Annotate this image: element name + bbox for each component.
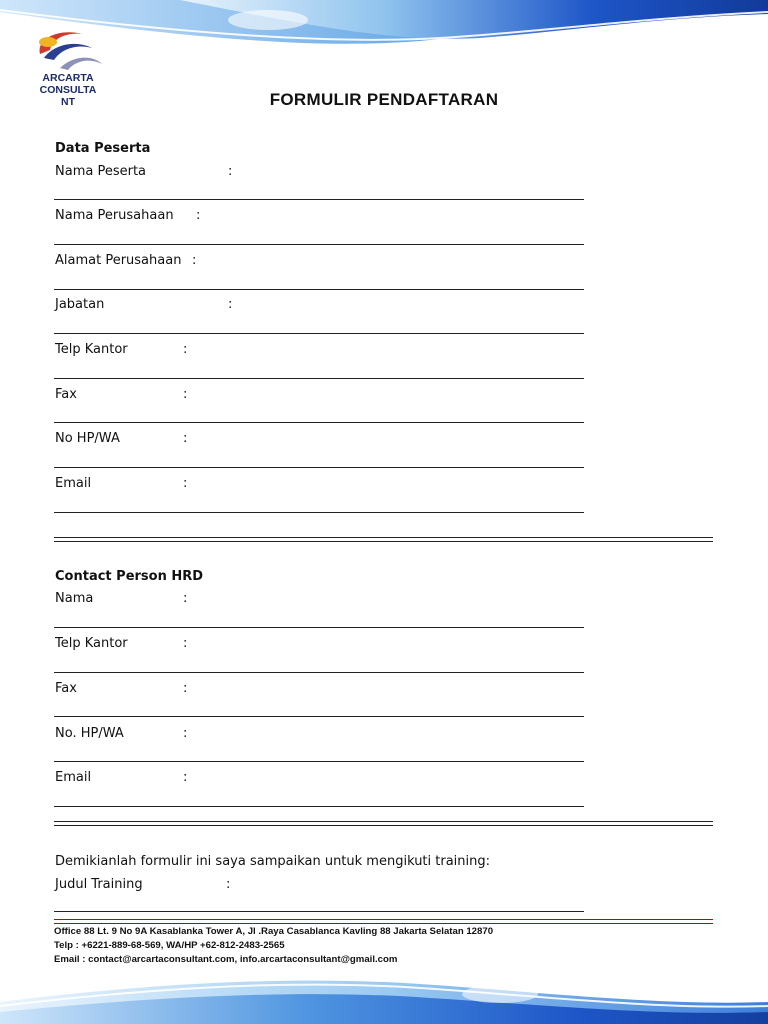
field-label-no-hp-wa: No HP/WA bbox=[55, 431, 120, 446]
field-colon: : bbox=[183, 342, 188, 357]
hrd-line-fax[interactable] bbox=[54, 716, 584, 717]
field-label-jabatan: Jabatan bbox=[55, 297, 105, 312]
field-label-fax: Fax bbox=[55, 387, 77, 402]
field-colon: : bbox=[226, 877, 231, 892]
field-colon: : bbox=[196, 208, 201, 223]
field-colon: : bbox=[228, 297, 233, 312]
field-line-email[interactable] bbox=[54, 512, 584, 513]
section-heading-contact-hrd: Contact Person HRD bbox=[55, 569, 204, 584]
section-divider bbox=[54, 821, 713, 826]
hrd-line-nama[interactable] bbox=[54, 627, 584, 628]
top-banner bbox=[0, 0, 768, 48]
field-colon: : bbox=[192, 253, 197, 268]
field-line-fax[interactable] bbox=[54, 422, 584, 423]
hrd-line-email[interactable] bbox=[54, 806, 584, 807]
footer-email: Email : contact@arcartaconsultant.com, info.arcartaconsultant@gmail.com bbox=[54, 954, 398, 965]
hrd-label-nama: Nama bbox=[55, 591, 94, 606]
hrd-line-no-hp-wa[interactable] bbox=[54, 761, 584, 762]
field-colon: : bbox=[183, 770, 188, 785]
section-divider bbox=[54, 537, 713, 542]
field-colon: : bbox=[183, 681, 188, 696]
field-label-nama-perusahaan: Nama Perusahaan bbox=[55, 208, 174, 223]
field-colon: : bbox=[183, 387, 188, 402]
field-colon: : bbox=[228, 164, 233, 179]
field-colon: : bbox=[183, 431, 188, 446]
closing-statement: Demikianlah formulir ini saya sampaikan untuk mengikuti training: bbox=[55, 854, 491, 869]
field-line-alamat-perusahaan[interactable] bbox=[54, 289, 584, 290]
hrd-label-no-hp-wa: No. HP/WA bbox=[55, 726, 124, 741]
company-name-line: ARCARTA bbox=[42, 72, 94, 84]
bottom-banner bbox=[0, 972, 768, 1024]
field-line-no-hp-wa[interactable] bbox=[54, 467, 584, 468]
field-line-nama-perusahaan[interactable] bbox=[54, 244, 584, 245]
section-heading-data-peserta: Data Peserta bbox=[55, 141, 151, 156]
field-colon: : bbox=[183, 476, 188, 491]
field-label-email: Email bbox=[55, 476, 92, 491]
field-colon: : bbox=[183, 726, 188, 741]
hrd-label-email: Email bbox=[55, 770, 92, 785]
footer-address: Office 88 Lt. 9 No 9A Kasablanka Tower A, Jl .Raya Casablanca Kavling 88 Jakarta Selatan 12870 bbox=[54, 926, 494, 937]
field-line-telp-kantor[interactable] bbox=[54, 378, 584, 379]
hrd-label-telp-kantor: Telp Kantor bbox=[55, 636, 128, 651]
field-line-nama-peserta[interactable] bbox=[54, 199, 584, 200]
hrd-label-fax: Fax bbox=[55, 681, 77, 696]
field-colon: : bbox=[183, 636, 188, 651]
field-label-telp-kantor: Telp Kantor bbox=[55, 342, 128, 357]
field-label-nama-peserta: Nama Peserta bbox=[55, 164, 147, 179]
field-line-judul-training[interactable] bbox=[54, 911, 584, 912]
company-logo bbox=[30, 24, 106, 76]
company-name-line: NT bbox=[61, 96, 75, 108]
company-name-line: CONSULTA bbox=[39, 84, 97, 96]
field-label-alamat-perusahaan: Alamat Perusahaan bbox=[55, 253, 182, 268]
footer-rule bbox=[54, 919, 713, 924]
hrd-line-telp-kantor[interactable] bbox=[54, 672, 584, 673]
page-title: FORMULIR PENDAFTARAN bbox=[269, 90, 499, 109]
field-line-jabatan[interactable] bbox=[54, 333, 584, 334]
field-colon: : bbox=[183, 591, 188, 606]
field-label-judul-training: Judul Training bbox=[55, 877, 143, 892]
footer-phone: Telp : +6221-889-68-569, WA/HP +62-812-2483-2565 bbox=[54, 940, 285, 951]
